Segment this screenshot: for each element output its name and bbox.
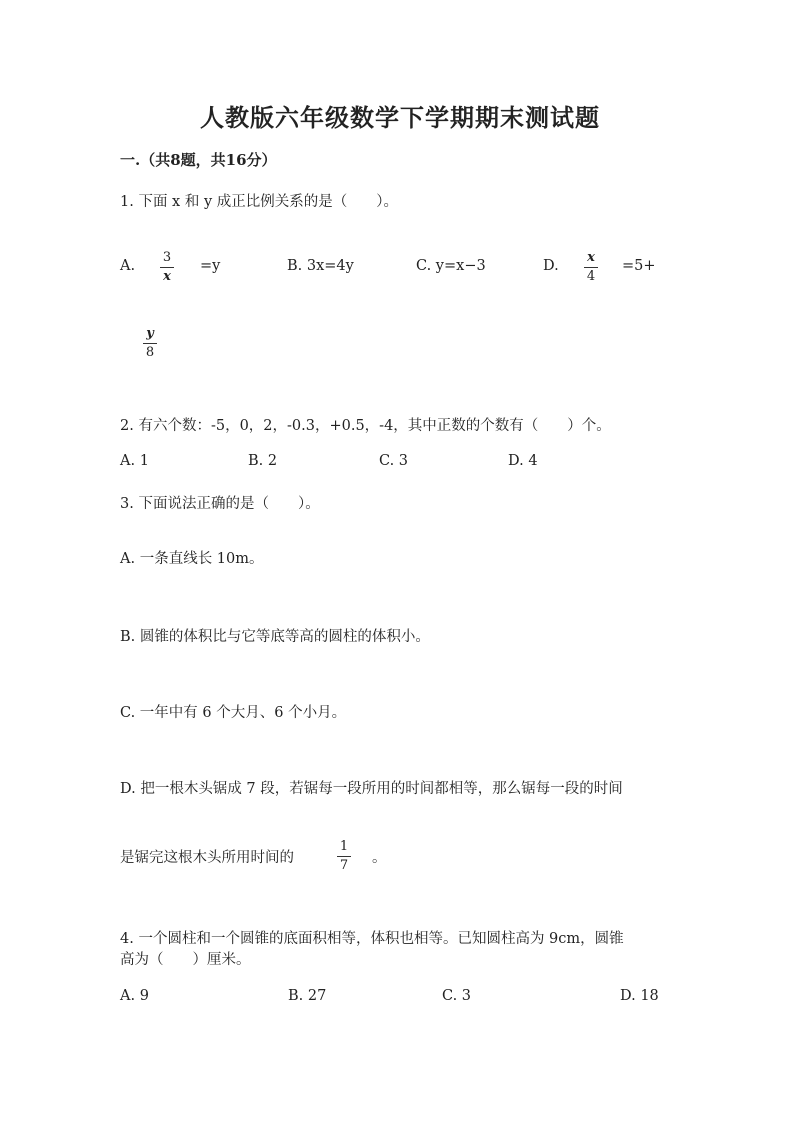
page-title: 人教版六年级数学下学期期末测试题 (200, 103, 600, 132)
fraction-denominator: 4 (586, 269, 596, 284)
fraction-numerator: x (587, 250, 595, 265)
q1-option-a-tail: =y (200, 258, 221, 274)
q3-option-d-line2: 是锯完这根木头所用时间的 (120, 850, 294, 866)
q2-option-b: B. 2 (248, 453, 278, 469)
q1-option-a-fraction (160, 251, 174, 284)
q1-option-d-fraction-2 (143, 327, 157, 360)
q2-option-c: C. 3 (379, 453, 409, 469)
q3-option-a: A. 一条直线长 10m。 (120, 551, 264, 567)
question-4-stem: 4. 一个圆柱和一个圆锥的底面积相等，体积也相等。已知圆柱高为 9cm，圆锥 (120, 931, 624, 947)
q1-option-c: C. y=x−3 (416, 258, 486, 274)
question-1-stem: 1. 下面 x 和 y 成正比例关系的是（ ）。 (120, 194, 398, 210)
q3-option-d: D. 把一根木头锯成 7 段，若锯每一段所用的时间都相等，那么锯每一段的时间 (120, 781, 623, 797)
q3-option-d-tail: 。 (372, 850, 387, 866)
q2-option-a: A. 1 (120, 453, 149, 469)
question-4-stem-line2: 高为（ ）厘米。 (120, 952, 251, 968)
question-2-stem: 2. 有六个数：-5，0，2，-0.3，+0.5，-4，其中正数的个数有（ ）个。 (120, 418, 611, 434)
q3-option-b: B. 圆锥的体积比与它等底等高的圆柱的体积小。 (120, 629, 430, 645)
fraction-denominator: x (163, 269, 171, 284)
fraction-numerator: 1 (339, 839, 349, 854)
q3-option-c: C. 一年中有 6 个大月、6 个小月。 (120, 705, 347, 721)
question-3-stem: 3. 下面说法正确的是（ ）。 (120, 496, 320, 512)
fraction-denominator: 7 (339, 858, 349, 873)
q4-option-b: B. 27 (288, 988, 327, 1004)
q4-option-d: D. 18 (620, 988, 659, 1004)
section-heading: 一.（共8题，共16分） (120, 151, 277, 169)
q4-option-a: A. 9 (120, 988, 149, 1004)
fraction-denominator: 8 (145, 345, 155, 360)
q1-option-a-label: A. (120, 258, 136, 274)
fraction-numerator: y (146, 326, 154, 341)
q3-option-d-fraction (337, 840, 351, 873)
q1-option-d-fraction (584, 251, 598, 284)
q1-option-b: B. 3x=4y (287, 258, 354, 274)
q2-option-d: D. 4 (508, 453, 538, 469)
fraction-numerator: 3 (162, 250, 172, 265)
q4-option-c: C. 3 (442, 988, 472, 1004)
q1-option-d-label: D. (543, 258, 559, 274)
q1-option-d-tail: =5+ (622, 258, 656, 274)
